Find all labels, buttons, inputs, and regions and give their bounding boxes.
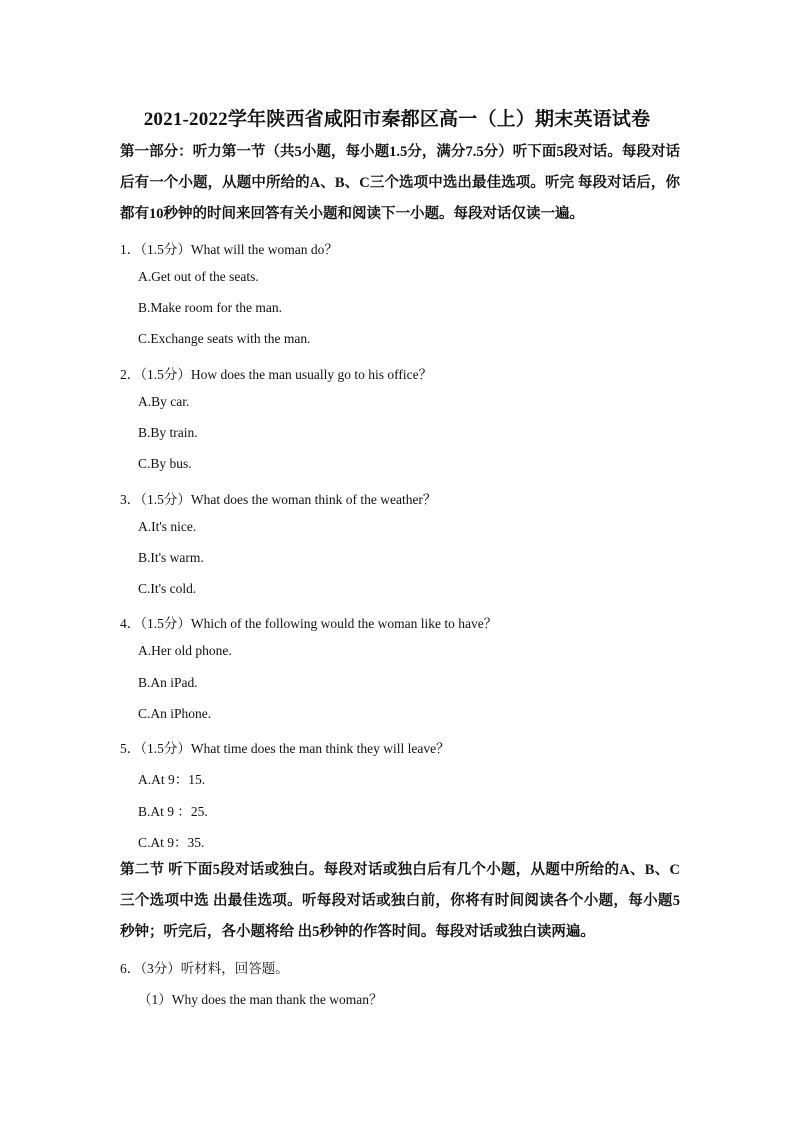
- question-4-stem: 4．（1.5分）Which of the following would the woman like to have？: [120, 616, 498, 631]
- part1-instructions: 第一部分：听力第一节（共5小题，每小题1.5分，满分7.5分）听下面5段对话。每段对话后有一个小题，从题中所给的A、B、C三个选项中选出最佳选项。听完 每段对话后，你都有10秒钟的时间来回答有关小题和阅读下一小题。每段对话仅读一遍。: [120, 144, 680, 222]
- question-1-stem: 1．（1.5分）What will the woman do？: [120, 242, 338, 257]
- question-4-option-a: A.Her old phone.: [138, 643, 232, 658]
- question-1-option-b: B.Make room for the man.: [138, 300, 282, 315]
- question-3-stem: 3．（1.5分）What does the woman think of the weather？: [120, 492, 437, 507]
- question-2-option-c: C.By bus.: [138, 456, 192, 471]
- question-3-option-b: B.It's warm.: [138, 550, 204, 565]
- question-6-stem: 6．（3分）听材料，回答题。: [120, 961, 289, 976]
- page-title: 2021-2022学年陕西省咸阳市秦都区高一（上）期末英语试卷: [143, 109, 651, 130]
- question-1-option-a: A.Get out of the seats.: [138, 269, 259, 284]
- question-4-option-c: C.An iPhone.: [138, 706, 212, 721]
- question-5-option-a: A.At 9：15.: [138, 772, 206, 787]
- question-4-option-b: B.An iPad.: [138, 675, 198, 690]
- question-6-sub-1: （1）Why does the man thank the woman？: [138, 992, 383, 1007]
- section2-instructions: 第二节 听下面5段对话或独白。每段对话或独白后有几个小题，从题中所给的A、B、C三个选项中选 出最佳选项。听每段对话或独白前，你将有时间阅读各个小题，每小题5秒钟；听完后，各小题将给 出5秒钟的作答时间。每段对话或独白读两遍。: [120, 862, 680, 940]
- question-5-option-c: C.At 9：35.: [138, 835, 205, 850]
- question-3-option-a: A.It's nice.: [138, 519, 197, 534]
- question-5-stem: 5．（1.5分）What time does the man think they will leave？: [120, 741, 450, 756]
- question-1-option-c: C.Exchange seats with the man.: [138, 331, 311, 346]
- question-2-option-a: A.By car.: [138, 394, 190, 409]
- question-3-option-c: C.It's cold.: [138, 581, 197, 596]
- question-2-stem: 2．（1.5分）How does the man usually go to his office？: [120, 367, 433, 382]
- question-2-option-b: B.By train.: [138, 425, 198, 440]
- question-5-option-b: B.At 9 ：25.: [138, 804, 208, 819]
